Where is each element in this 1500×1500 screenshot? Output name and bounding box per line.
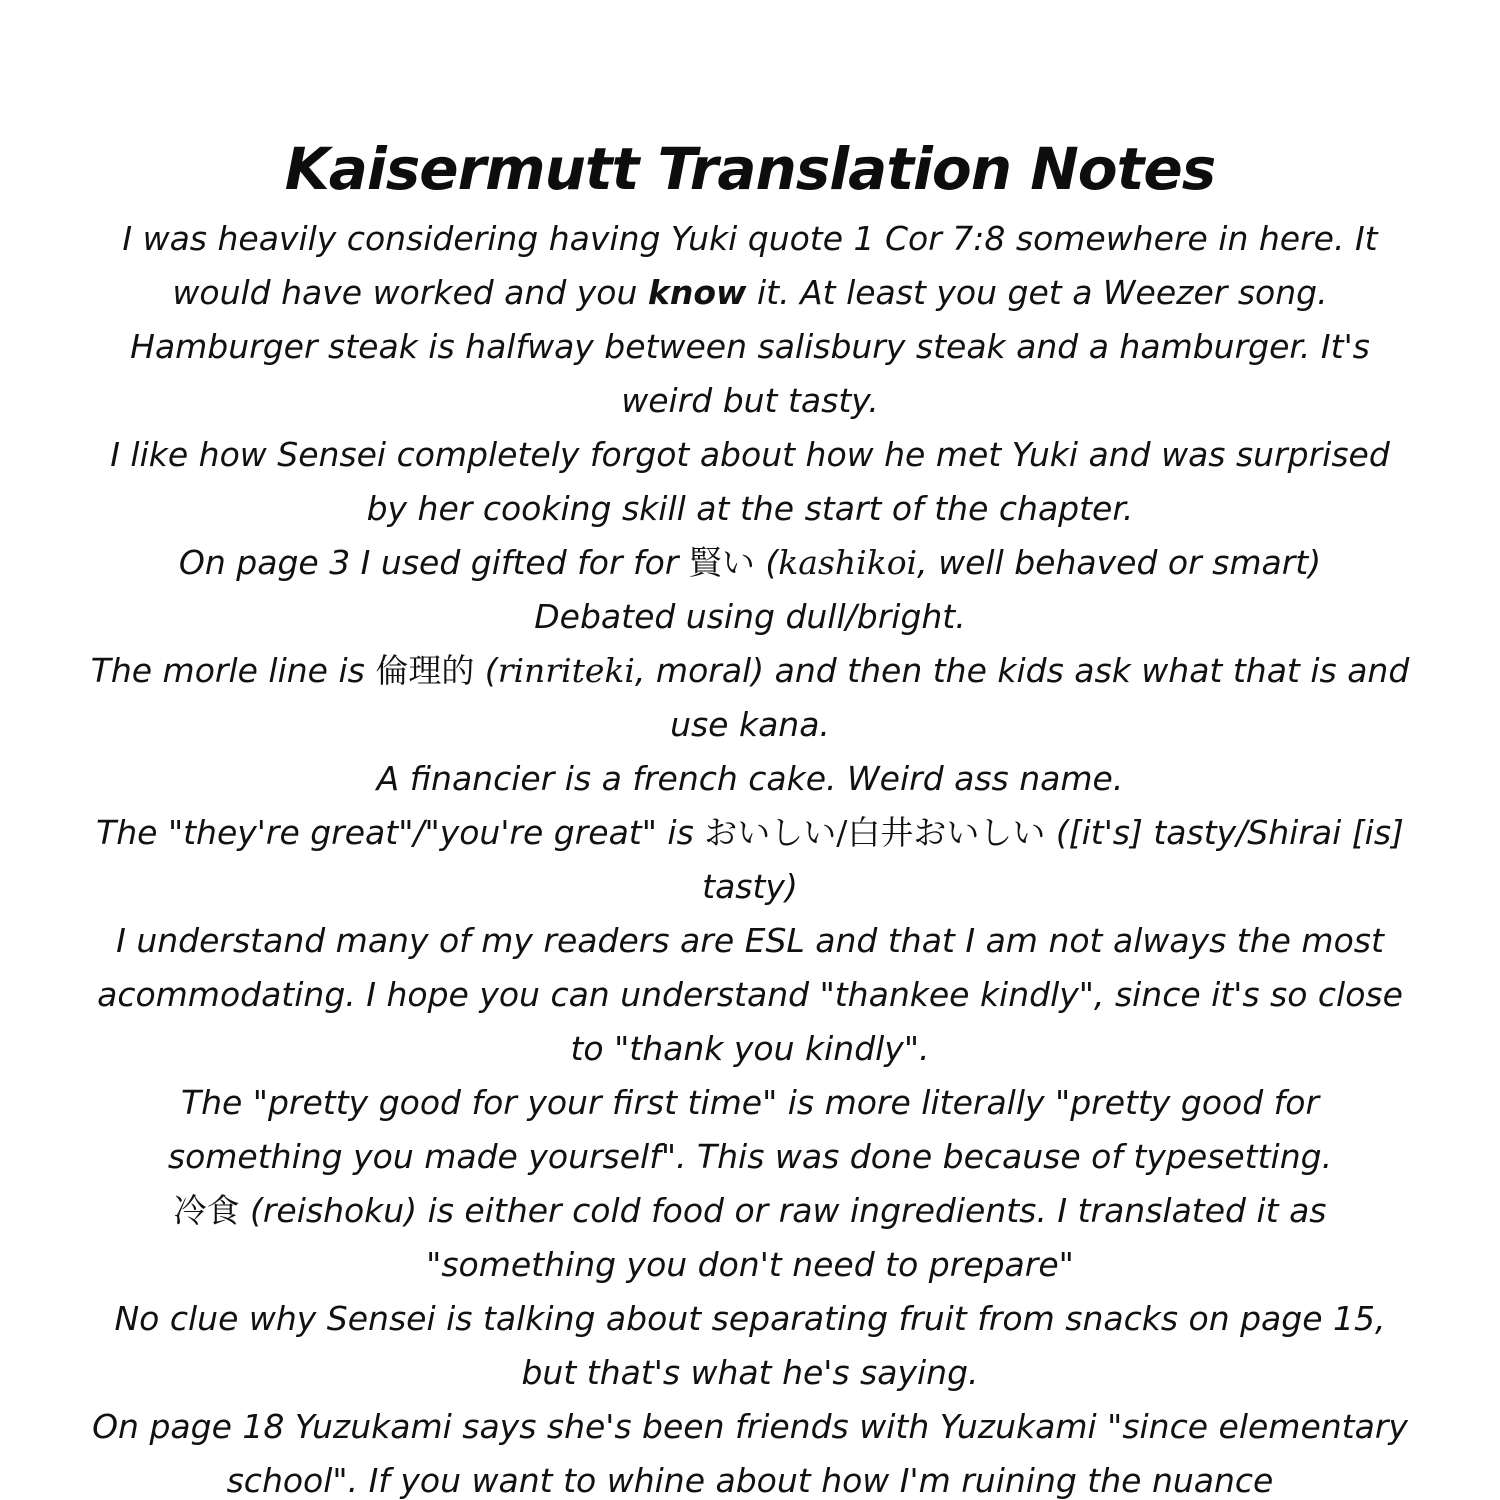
note-rinriteki bbox=[90, 644, 1410, 752]
note-oishii bbox=[90, 806, 1410, 914]
note-6-japanese: 倫理的 bbox=[375, 651, 475, 690]
note-kashikoi bbox=[90, 536, 1410, 590]
page-title: Kaisermutt Translation Notes bbox=[284, 135, 1216, 203]
note-1-emphasis: know bbox=[647, 273, 747, 312]
note-4-open-paren: ( bbox=[754, 543, 779, 582]
note-hamburger-steak: Hamburger steak is halfway between salisbury steak and a hamburger. It's weird but tasty. bbox=[130, 327, 1370, 420]
notes-list bbox=[90, 212, 1410, 1500]
note-pretty-good: The "pretty good for your first time" is more literally "pretty good for something you made yourself". This was done because of typesetting. bbox=[167, 1083, 1333, 1176]
note-4-japanese: 賢い bbox=[688, 543, 755, 582]
note-6-open-paren: ( bbox=[474, 651, 498, 690]
note-6-romaji: rinriteki bbox=[497, 651, 635, 690]
note-11-japanese: 冷食 bbox=[173, 1191, 240, 1230]
note-6-text-after: , moral) and then the kids ask what that is and use kana. bbox=[634, 651, 1410, 744]
note-8-japanese: おいしい/白井おいしい bbox=[704, 813, 1046, 852]
note-4-text-before: On page 3 I used gifted for for bbox=[178, 543, 689, 582]
note-fruit-snacks: No clue why Sensei is talking about separating fruit from snacks on page 15, but that's what he's saying. bbox=[114, 1299, 1386, 1392]
note-11-text-after: (reishoku) is either cold food or raw ingredients. I translated it as "something you don't need to prepare" bbox=[239, 1191, 1327, 1284]
note-1-cor-quote bbox=[90, 212, 1410, 320]
note-8-text-after: ([it's] tasty/Shirai [is] tasty) bbox=[702, 813, 1404, 906]
note-8-text-before: The "they're great"/"you're great" is bbox=[96, 813, 705, 852]
note-4-romaji: kashikoi bbox=[778, 543, 918, 582]
note-1-text-after: it. At least you get a Weezer song. bbox=[746, 273, 1328, 312]
note-thankee-kindly: I understand many of my readers are ESL and that I am not always the most acommodating. I hope you can understand "thankee kindly", since it's so close to "thank you kindly". bbox=[97, 921, 1403, 1068]
note-page-18: On page 18 Yuzukami says she's been friends with Yuzukami "since elementary school". If you want to whine about how I'm ruining the nuance bbox=[92, 1407, 1408, 1500]
note-sensei-forgot: I like how Sensei completely forgot about how he met Yuki and was surprised by her cooking skill at the start of the chapter. bbox=[110, 435, 1390, 528]
note-dull-bright: Debated using dull/bright. bbox=[534, 597, 966, 636]
note-1-text-before: I was heavily considering having Yuki quote 1 Cor 7:8 somewhere in here. It would have worked and you bbox=[122, 219, 1378, 312]
note-financier: A financier is a french cake. Weird ass name. bbox=[376, 759, 1124, 798]
note-4-text-after: , well behaved or smart) bbox=[917, 543, 1322, 582]
note-reishoku bbox=[90, 1184, 1410, 1292]
note-6-text-before: The morle line is bbox=[90, 651, 376, 690]
